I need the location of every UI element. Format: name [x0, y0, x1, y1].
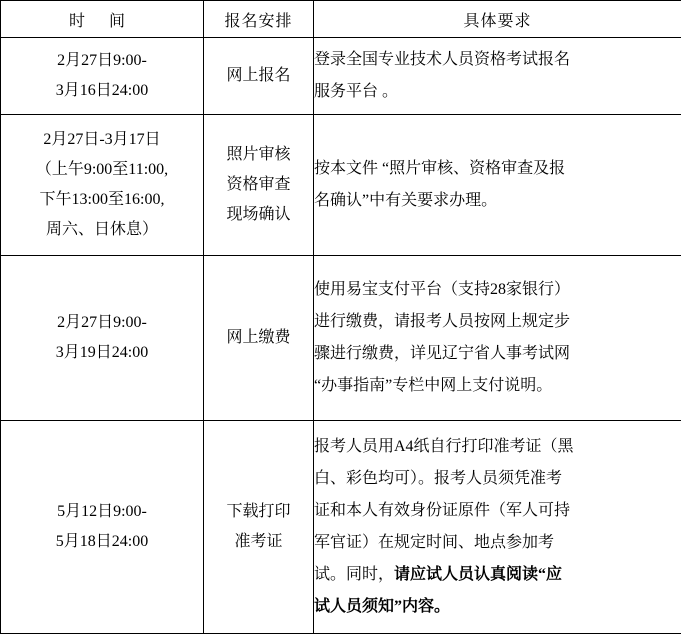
text-segment: 试。同时，	[314, 566, 394, 583]
text-line: 资格审查	[204, 170, 313, 200]
cell-arrangement	[204, 115, 314, 256]
text-line: 照片审核	[204, 140, 313, 170]
text-line: 现场确认	[204, 200, 313, 230]
table-row	[1, 256, 681, 421]
table-header-row	[1, 1, 681, 38]
text-line: 5月12日9:00-	[1, 497, 203, 527]
cell-arrangement	[204, 38, 314, 115]
text-line: 下午13:00至16:00,	[1, 185, 203, 215]
text-line: 按本文件 “照片审核、资格审查及报	[314, 153, 681, 185]
cell-arrangement	[204, 256, 314, 421]
text-line: 3月19日24:00	[1, 338, 203, 368]
text-line: 使用易宝支付平台（支持28家银行）	[314, 274, 681, 306]
cell-requirement	[314, 421, 681, 634]
cell-requirement	[314, 256, 681, 421]
text-line: 证和本人有效身份证原件（军人可持	[314, 495, 681, 527]
text-line: 2月27日-3月17日	[1, 125, 203, 155]
text-line: 进行缴费，请报考人员按网上规定步	[314, 306, 681, 338]
text-line: 下载打印	[204, 497, 313, 527]
cell-time	[1, 421, 204, 634]
table-row	[1, 115, 681, 256]
text-line: 3月16日24:00	[1, 76, 203, 106]
cell-requirement	[314, 115, 681, 256]
text-line: （上午9:00至11:00,	[1, 155, 203, 185]
text-line: 2月27日9:00-	[1, 46, 203, 76]
text-line-mixed	[314, 559, 681, 591]
cell-time	[1, 256, 204, 421]
cell-time	[1, 115, 204, 256]
text-line: 2月27日9:00-	[1, 308, 203, 338]
text-line: 5月18日24:00	[1, 527, 203, 557]
table-row	[1, 38, 681, 115]
text-line: 周六、日休息）	[1, 215, 203, 245]
text-line: 军官证）在规定时间、地点参加考	[314, 527, 681, 559]
table-row	[1, 421, 681, 634]
text-line: 报考人员用A4纸自行打印准考证（黑	[314, 431, 681, 463]
text-line-bold: 试人员须知”内容。	[314, 591, 681, 623]
text-line: 准考证	[204, 527, 313, 557]
text-line: 服务平台 。	[314, 76, 681, 108]
text-line: 网上缴费	[204, 323, 313, 353]
text-line: 网上报名	[204, 61, 313, 91]
text-line: “办事指南”专栏中网上支付说明。	[314, 370, 681, 402]
text-line: 登录全国专业技术人员资格考试报名	[314, 44, 681, 76]
header-arrangement: 报名安排	[204, 1, 314, 38]
cell-arrangement	[204, 421, 314, 634]
cell-time	[1, 38, 204, 115]
text-line: 名确认”中有关要求办理。	[314, 185, 681, 217]
header-time: 时 间	[1, 1, 204, 38]
header-requirement: 具体要求	[314, 1, 681, 38]
text-line: 骤进行缴费，详见辽宁省人事考试网	[314, 338, 681, 370]
cell-requirement	[314, 38, 681, 115]
text-line: 白、彩色均可）。报考人员须凭准考	[314, 463, 681, 495]
text-segment-bold: 请应试人员认真阅读“应	[394, 566, 562, 583]
